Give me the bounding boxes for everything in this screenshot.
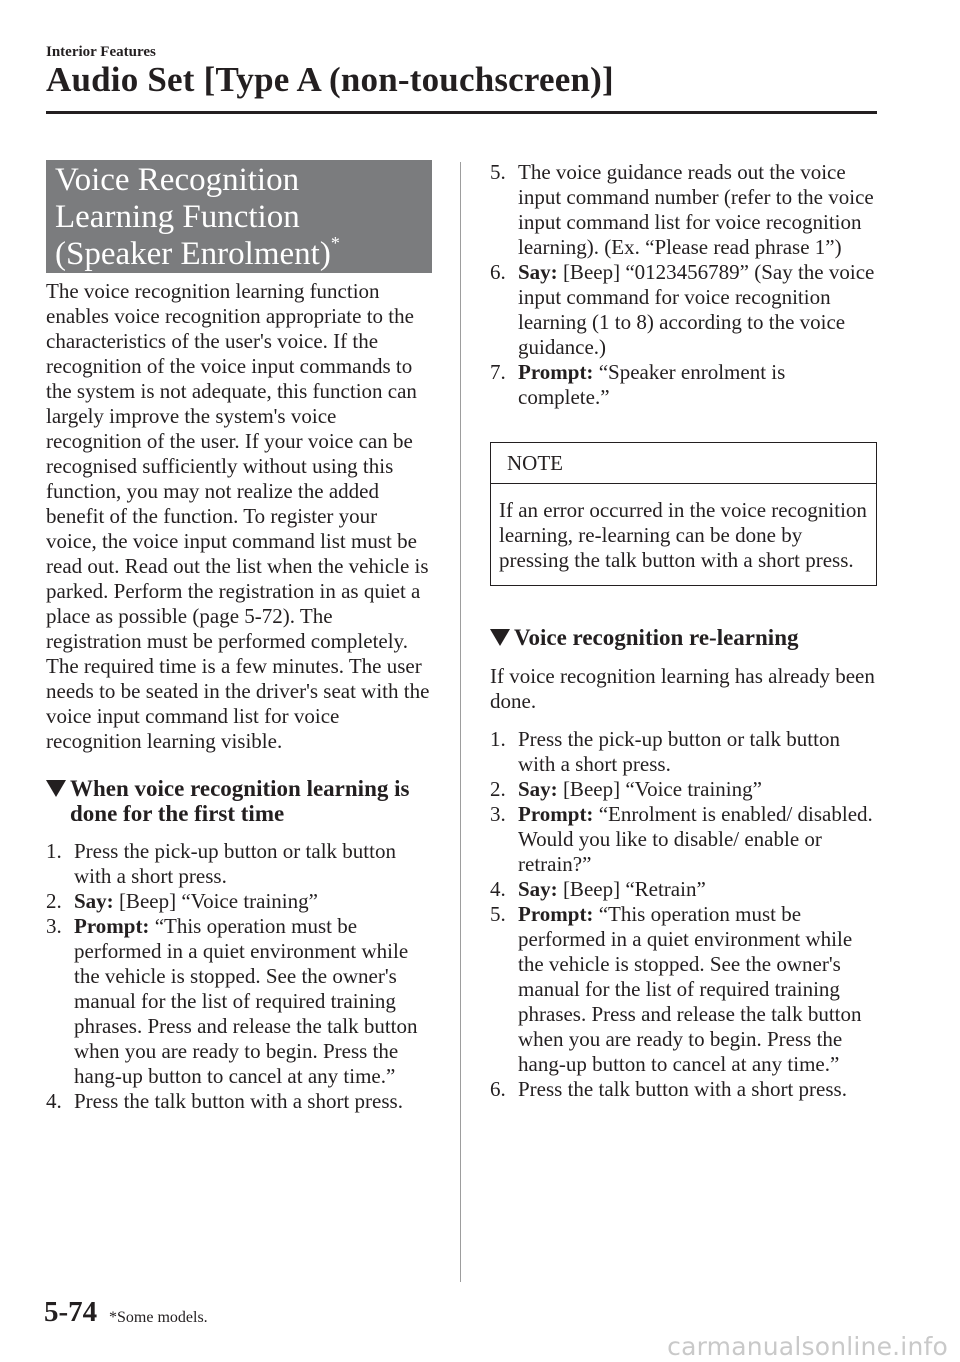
- first-time-steps-list: [46, 839, 432, 1114]
- step-label: Prompt:: [518, 802, 594, 826]
- list-item: [46, 1089, 432, 1114]
- chapter-label: Interior Features: [46, 44, 156, 60]
- section-title-line-3-text: (Speaker Enrolment): [55, 236, 331, 272]
- step-number: 6.: [490, 260, 506, 284]
- watermark: carmanualsonline.info: [667, 1332, 948, 1361]
- relearning-intro-text: If voice recognition learning has already been done.: [490, 664, 875, 713]
- step-text: “Enrolment is enabled/ disabled. Would you like to disable/ enable or retrain?”: [518, 802, 873, 876]
- list-item: [46, 889, 432, 914]
- step-number: 1.: [490, 727, 506, 751]
- step-label: Say:: [518, 260, 558, 284]
- step-number: 3.: [490, 802, 506, 826]
- step-text: Press the talk button with a short press.: [74, 1089, 403, 1113]
- list-item: [490, 777, 877, 802]
- step-text: [Beep] “Voice training”: [562, 777, 762, 801]
- step-text: Press the talk button with a short press.: [518, 1077, 847, 1101]
- list-item: [46, 914, 432, 1089]
- step-text: “Speaker enrolment is complete.”: [518, 360, 786, 409]
- section-title-line-1: Voice Recognition: [55, 162, 300, 198]
- step-text: Press the pick-up button or talk button with a short press.: [518, 727, 840, 776]
- step-text: “This operation must be performed in a quiet environment while the vehicle is stopped. See the owner's manual for the list of required training phrases. Press and release the talk button when you are ready to begin. Press the hang-up button to cancel at any time.”: [518, 902, 862, 1076]
- note-box: [490, 442, 877, 586]
- step-text: “This operation must be performed in a quiet environment while the vehicle is stopped. See the owner's manual for the list of required training phrases. Press and release the talk button when you are ready to begin. Press the hang-up button to cancel at any time.”: [74, 914, 418, 1088]
- step-number: 5.: [490, 160, 506, 184]
- step-number: 2.: [490, 777, 506, 801]
- right-column: [490, 160, 877, 1102]
- step-label: Prompt:: [518, 902, 594, 926]
- page-title: Audio Set [Type A (non-touchscreen)]: [46, 60, 614, 99]
- list-item: [490, 160, 877, 260]
- subheading-relearning: [490, 625, 877, 650]
- step-label: Say:: [518, 777, 558, 801]
- list-item: [490, 727, 877, 777]
- first-time-steps-continued: [490, 160, 877, 410]
- step-number: 3.: [46, 914, 62, 938]
- footnote: *Some models.: [109, 1309, 208, 1326]
- subheading-relearning-text: Voice recognition re-learning: [514, 625, 799, 650]
- subheading-first-time-text: When voice recognition learning is done for the first time: [70, 776, 410, 826]
- intro-paragraph: [46, 279, 432, 754]
- step-number: 7.: [490, 360, 506, 384]
- step-number: 4.: [490, 877, 506, 901]
- relearning-intro: [490, 664, 877, 714]
- column-divider: [460, 162, 461, 1282]
- header-divider: [46, 111, 877, 114]
- step-label: Say:: [74, 889, 114, 913]
- list-item: [490, 877, 877, 902]
- step-label: Say:: [518, 877, 558, 901]
- triangle-down-icon: [490, 629, 510, 646]
- list-item: [490, 902, 877, 1077]
- some-models-mark: *: [330, 233, 340, 253]
- left-column: [46, 160, 432, 1114]
- step-number: 6.: [490, 1077, 506, 1101]
- list-item: [490, 802, 877, 877]
- step-number: 1.: [46, 839, 62, 863]
- list-item: [46, 839, 432, 889]
- step-number: 4.: [46, 1089, 62, 1113]
- section-title-line-2: Learning Function: [55, 199, 300, 235]
- step-label: Prompt:: [518, 360, 594, 384]
- step-number: 5.: [490, 902, 506, 926]
- section-title-line-3: [55, 233, 422, 273]
- page-number: 5-74: [44, 1296, 98, 1328]
- list-item: [490, 260, 877, 360]
- step-number: 2.: [46, 889, 62, 913]
- subheading-first-time: [46, 776, 432, 826]
- triangle-down-icon: [46, 780, 66, 797]
- step-text: The voice guidance reads out the voice input command number (refer to the voice input command list for voice recognition learning). (Ex. “Please read phrase 1”): [518, 160, 874, 259]
- note-title: NOTE: [491, 443, 876, 484]
- step-label: Prompt:: [74, 914, 150, 938]
- section-title-box: [46, 160, 432, 273]
- note-body: If an error occurred in the voice recognition learning, re-learning can be done by pressing the talk button with a short press.: [499, 498, 867, 572]
- intro-text: The voice recognition learning function enables voice recognition appropriate to the characteristics of the user's voice. If the recognition of the voice input commands to the system is not adequate, this function can largely improve the system's voice recognition of the user. If your voice can be recognised sufficiently without using this function, you may not realize the added benefit of the function. To register your voice, the voice input command list must be read out. Read out the list when the vehicle is parked. Perform the registration in as quiet a place as possible (page 5-72). The registration must be performed completely. The required time is a few minutes. The user needs to be seated in the driver's seat with the voice input command list for voice recognition learning visible.: [46, 279, 430, 753]
- relearning-steps-list: [490, 727, 877, 1102]
- step-text: [Beep] “Voice training”: [118, 889, 318, 913]
- step-text: Press the pick-up button or talk button with a short press.: [74, 839, 396, 888]
- list-item: [490, 360, 877, 410]
- list-item: [490, 1077, 877, 1102]
- step-text: [Beep] “0123456789” (Say the voice input command for voice recognition learning (1 to 8) according to the voice guidance.): [518, 260, 875, 359]
- step-text: [Beep] “Retrain”: [562, 877, 706, 901]
